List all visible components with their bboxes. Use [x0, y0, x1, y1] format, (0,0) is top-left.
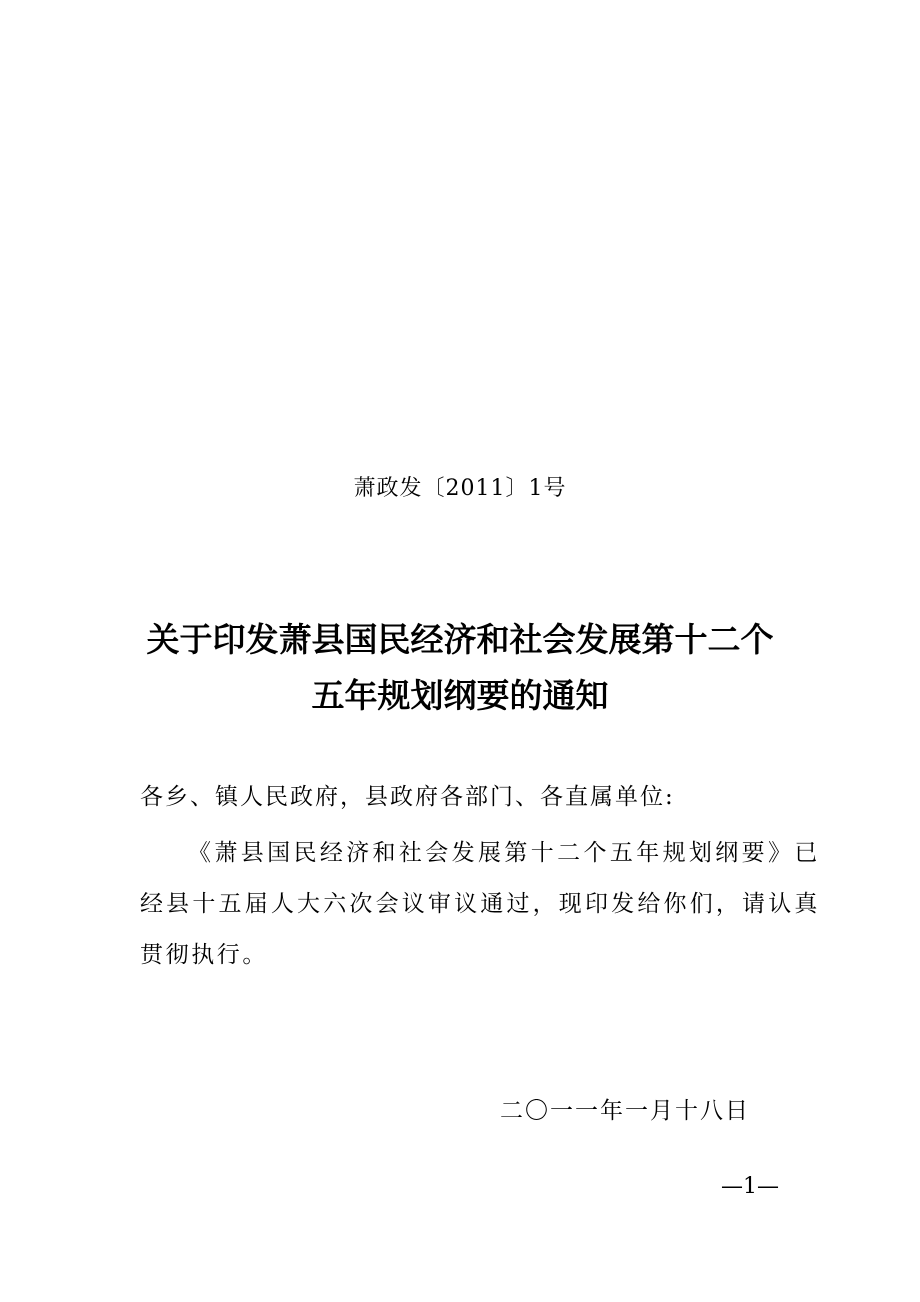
document-title-line-1: 关于印发萧县国民经济和社会发展第十二个: [146, 620, 774, 659]
issue-date: 二〇一一年一月十八日: [500, 1098, 750, 1124]
page-number: —1—: [721, 1174, 779, 1199]
document-number: 萧政发〔2011〕1号: [353, 476, 567, 501]
document-title: [100, 612, 820, 724]
recipients-line: 各乡、镇人民政府，县政府各部门、各直属单位:: [140, 784, 675, 810]
document-title-line-2: 五年规划纲要的通知: [311, 676, 609, 715]
body-paragraph: 《萧县国民经济和社会发展第十二个五年规划纲要》已经县十五届人大六次会议审议通过，现印发给你们，请认真贯彻执行。: [140, 840, 820, 968]
